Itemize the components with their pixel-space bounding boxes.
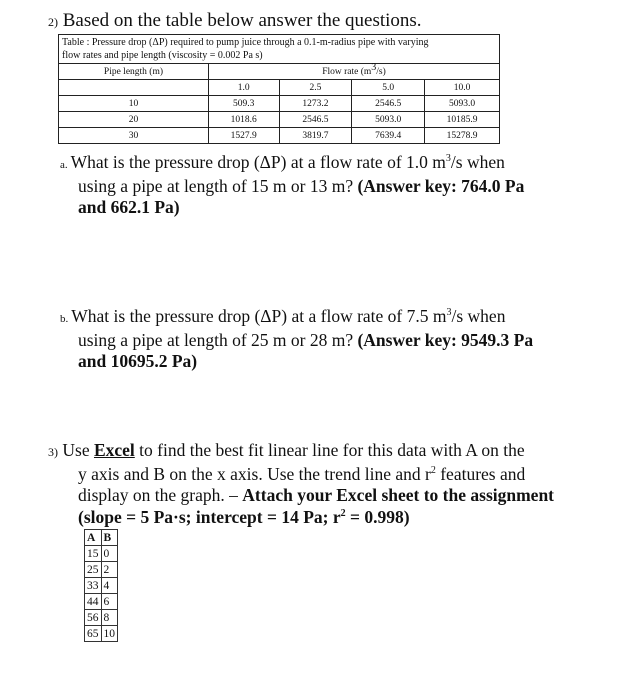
b-cell: 10 (101, 626, 118, 642)
pressure-cell: 3819.7 (279, 128, 352, 144)
flow-rate-cell: 10.0 (425, 80, 500, 96)
b-cell: 6 (101, 594, 118, 610)
pressure-cell: 2546.5 (279, 112, 352, 128)
a-cell: 65 (85, 626, 102, 642)
pressure-cell: 15278.9 (425, 128, 500, 144)
question-3-number: 3) (48, 445, 58, 459)
pressure-cell: 1527.9 (208, 128, 279, 144)
question-2-number: 2) (48, 15, 58, 29)
pipe-length-header: Pipe length (m) (59, 64, 209, 80)
question-2b: b. What is the pressure drop (ΔP) at a flow rate of 7.5 $m^3/s$ when using a pipe at length of 25 m or 28 m? (Answer key: 9549.3 Pa and 10695.2 Pa) (60, 306, 534, 371)
a-cell: 44 (85, 594, 102, 610)
answer-key-a: (Answer key: 764.0 Pa (357, 176, 525, 196)
column-a-header: A (85, 530, 102, 546)
flow-rate-cell: 2.5 (279, 80, 352, 96)
question-2a: a. What is the pressure drop (ΔP) at a flow rate of 1.0 $m^3/s$ when using a pipe at length of 15 m or 13 m? (Answer key: 764.0 Pa and 662.1 Pa) (60, 152, 525, 217)
pressure-cell: 7639.4 (352, 128, 425, 144)
a-cell: 33 (85, 578, 102, 594)
excel-keyword: Excel (93, 440, 135, 460)
table-row (85, 578, 118, 594)
b-cell: 0 (101, 546, 118, 562)
pressure-cell: 2546.5 (352, 96, 425, 112)
ab-data-table (84, 529, 118, 642)
question-2-title (48, 10, 422, 32)
question-3: 3) Use Excel to find the best fit linear line for this data with A on the y axis and B on the x axis. Use the trend line and $r^2$ features and display on the graph. – Attach your Excel sheet to the assignment (slope = 5 Pa·s; intercept = 14 Pa; $r^2 = 0.998$) (48, 440, 555, 527)
answer-key-3: (slope = 5 Pa·s; intercept = 14 Pa; $r^2 = 0.998$) (78, 506, 410, 527)
a-cell: 25 (85, 562, 102, 578)
table-row (85, 626, 118, 642)
b-cell: 4 (101, 578, 118, 594)
b-cell: 2 (101, 562, 118, 578)
a-cell: 15 (85, 546, 102, 562)
table-row (59, 96, 500, 112)
answer-key-b: (Answer key: 9549.3 Pa (357, 330, 534, 350)
pressure-cell: 5093.0 (352, 112, 425, 128)
column-b-header: B (101, 530, 118, 546)
table-row (85, 610, 118, 626)
flow-rate-values-row (59, 80, 500, 96)
pipe-length-cell: 20 (59, 112, 209, 128)
b-cell: 8 (101, 610, 118, 626)
empty-cell (59, 80, 209, 96)
flow-rate-cell: 5.0 (352, 80, 425, 96)
attach-instruction: Attach your Excel sheet to the assignment (242, 485, 555, 505)
flow-rate-header: Flow rate $(m^3/s)$ (208, 64, 499, 80)
pressure-cell: 1273.2 (279, 96, 352, 112)
table-row (85, 562, 118, 578)
question-2b-label: b. (60, 313, 69, 325)
table-caption: Table : Pressure drop (ΔP) required to pump juice through a 0.1-m-radius pipe with varying flow rates and pipe length (viscosity = 0.002 Pa s) (59, 35, 500, 64)
pressure-cell: 1018.6 (208, 112, 279, 128)
flow-rate-cell: 1.0 (208, 80, 279, 96)
pressure-cell: 10185.9 (425, 112, 500, 128)
a-cell: 56 (85, 610, 102, 626)
table-row (59, 112, 500, 128)
pipe-length-cell: 30 (59, 128, 209, 144)
table-row (85, 594, 118, 610)
table-row (59, 128, 500, 144)
pipe-length-cell: 10 (59, 96, 209, 112)
table-header-row (59, 64, 500, 80)
table-row (85, 546, 118, 562)
table-caption-row (59, 35, 500, 64)
pressure-drop-table (58, 34, 500, 144)
pressure-cell: 5093.0 (425, 96, 500, 112)
question-2a-label: a. (60, 159, 68, 171)
ab-header-row (85, 530, 118, 546)
pressure-cell: 509.3 (208, 96, 279, 112)
question-2-text: Based on the table below answer the questions. (62, 10, 422, 31)
